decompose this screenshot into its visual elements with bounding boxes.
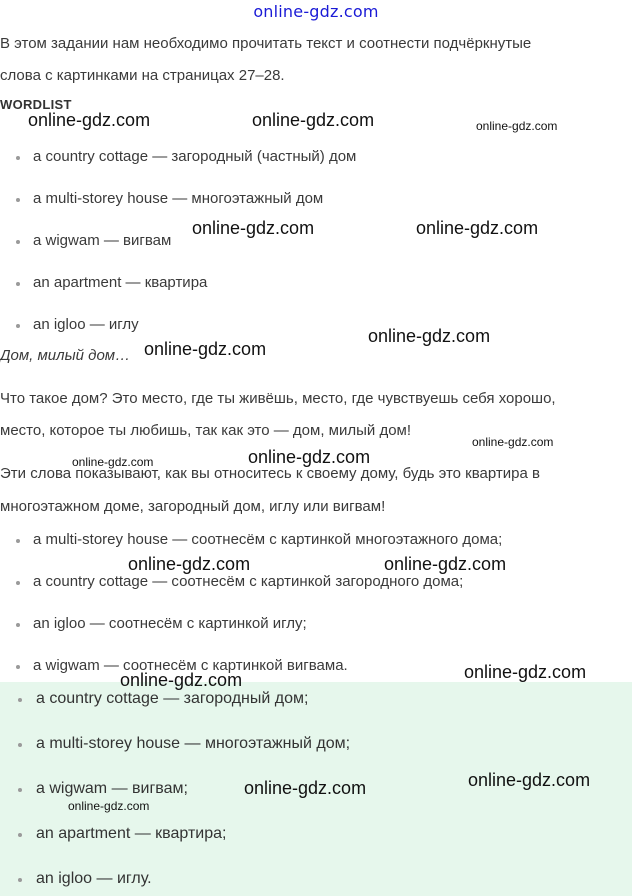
watermark: online-gdz.com [416,218,539,238]
intro-line-1: В этом задании нам необходимо прочитать текст и соотнести подчёркнутые [0,35,532,52]
watermark: online-gdz.com [248,447,371,467]
list-item: a multi-storey house — соотнесём с картинкой многоэтажного дома; [33,531,503,548]
list-item: an igloo — соотнесём с картинкой иглу; [33,615,307,632]
bullet-icon [16,282,20,286]
watermark: online-gdz.com [468,770,591,790]
bullet-icon [16,198,20,202]
answer-item: a wigwam — вигвам; [36,780,188,797]
bullet-icon [18,698,22,702]
watermark: online-gdz.com [68,799,150,813]
watermark: online-gdz.com [120,670,243,690]
list-item: a wigwam — вигвам [33,232,172,249]
watermark: online-gdz.com [144,339,267,359]
watermark: online-gdz.com [384,554,507,574]
bullet-icon [16,665,20,669]
paragraph-2-line-1: Эти слова показывают, как вы относитесь к своему дому, будь это квартира в [0,465,540,482]
watermark: online-gdz.com [472,435,554,449]
watermark: online-gdz.com [464,662,587,682]
watermark: online-gdz.com [128,554,251,574]
list-item: a country cottage — загородный (частный) дом [33,148,357,165]
bullet-icon [18,833,22,837]
wordlist-title: WORDLIST [0,97,72,112]
watermark: online-gdz.com [476,119,558,133]
bullet-icon [16,240,20,244]
list-item: a multi-storey house — многоэтажный дом [33,190,324,207]
list-item: an apartment — квартира [33,274,208,291]
bullet-icon [16,156,20,160]
watermark: online-gdz.com [244,778,367,798]
answer-item: a multi-storey house — многоэтажный дом; [36,735,351,752]
list-item: a country cottage — соотнесём с картинкой загородного дома; [33,573,464,590]
watermark: online-gdz.com [192,218,315,238]
paragraph-1-line-1: Что такое дом? Это место, где ты живёшь, место, где чувствуешь себя хорошо, [0,390,556,407]
top-watermark: online-gdz.com [253,2,379,21]
answer-item: an igloo — иглу. [36,870,152,887]
watermark: online-gdz.com [252,110,375,130]
list-item: an igloo — иглу [33,316,139,333]
bullet-icon [16,539,20,543]
intro-line-2: слова с картинками на страницах 27–28. [0,67,285,84]
bullet-icon [16,324,20,328]
list-item: a wigwam — соотнесём с картинкой вигвама. [33,657,348,674]
watermark: online-gdz.com [72,455,154,469]
bullet-icon [18,878,22,882]
watermark: online-gdz.com [368,326,491,346]
answer-item: an apartment — квартира; [36,825,227,842]
answer-item: a country cottage — загородный дом; [36,690,309,707]
paragraph-1-line-2: место, которое ты любишь, так как это — дом, милый дом! [0,422,412,439]
bullet-icon [18,743,22,747]
watermark: online-gdz.com [28,110,151,130]
paragraph-2-line-2: многоэтажном доме, загородный дом, иглу или вигвам! [0,498,386,515]
bullet-icon [16,623,20,627]
bullet-icon [18,788,22,792]
bullet-icon [16,581,20,585]
text-title: Дом, милый дом… [0,347,131,364]
